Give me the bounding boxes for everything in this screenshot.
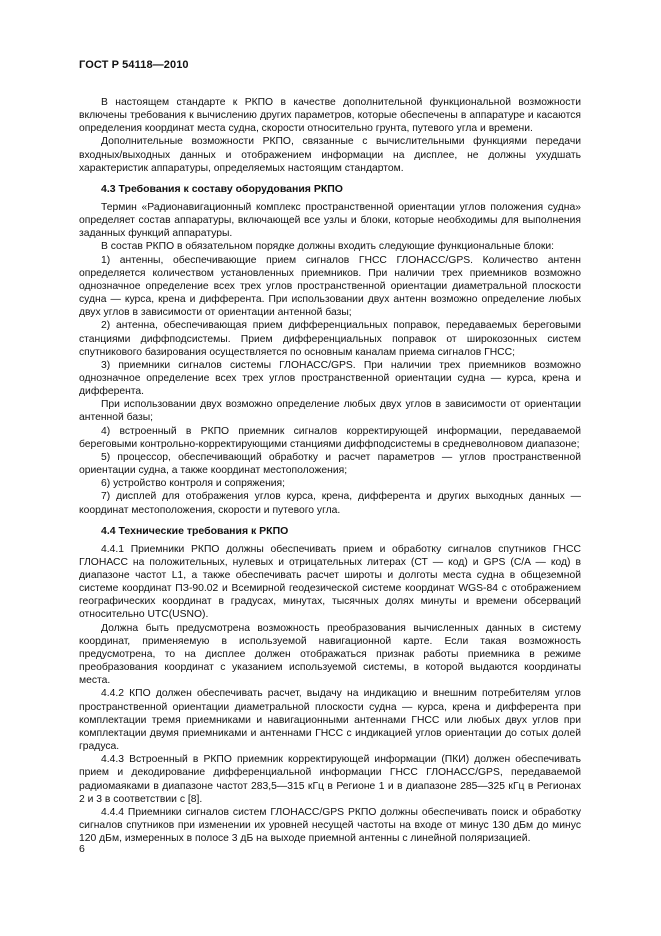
intro-paragraph: Дополнительные возможности РКПО, связанные с вычислительными функциями передачи входных/выходных данных и отображением информации на дисплее, не должны ухудшать характеристик аппаратуры, определяемых настоящим стандартом. xyxy=(79,136,581,174)
section-heading-4-3: 4.3 Требования к составу оборудования РКПО xyxy=(101,182,343,195)
document-body xyxy=(79,96,581,845)
paragraph: Должна быть предусмотрена возможность преобразования вычисленных данных в систему координат, применяемую в используемой навигационной карте. Если такая возможность предусмотрена, то на дисплее должен отображаться признак работы приемника в режиме преобразования координат с указанием используемой системы, в которой выдаются координаты места. xyxy=(79,622,581,687)
list-item: 6) устройство контроля и сопряжения; xyxy=(101,478,286,490)
paragraph: При использовании двух возможно определение любых двух углов в зависимости от ориентации антенной базы; xyxy=(79,399,581,424)
paragraph: 4.4.3 Встроенный в РКПО приемник корректирующей информации (ПКИ) должен обеспечивать прием и декодирование дифференциальной информации ГНСС ГЛОНАСС/GPS, передаваемой радиомаяками в диапазоне частот 283,5—315 кГц в Регионе 1 и в диапазоне 285—325 кГц в Регионах 2 и 3 в соответствии с [8]. xyxy=(79,754,581,805)
list-item: 2) антенна, обеспечивающая прием дифференциальных поправок, передаваемых береговыми станциями диффподсистемы. Прием дифференциальных поправок от широкозонных систем спутникового базирования осуществляется по основным каналам приема сигналов ГНСС; xyxy=(79,320,581,358)
section-heading-4-4: 4.4 Технические требования к РКПО xyxy=(101,524,289,537)
list-item: 1) антенны, обеспечивающие прием сигналов ГНСС ГЛОНАСС/GPS. Количество антенн определяется количеством установленных приемников. При наличии трех приемников возможно однозначное определение всех трех углов пространственной ориентации диаметральной плоскости судна — курса, крена и дифферента. При использовании двух антенн возможно определение любых двух углов в зависимости от ориентации антенной базы; xyxy=(79,254,581,319)
list-item: 7) дисплей для отображения углов курса, крена, дифферента и других выходных данных — координат местоположения, скорости и путевого угла. xyxy=(79,491,581,516)
paragraph: В состав РКПО в обязательном порядке должны входить следующие функциональные блоки: xyxy=(101,241,554,253)
list-item: 3) приемники сигналов системы ГЛОНАСС/GPS. При наличии трех приемников возможно однозначное определение всех трех углов пространственной ориентации судна — курса, крена и дифферента. xyxy=(79,359,581,398)
document-code-header: ГОСТ Р 54118—2010 xyxy=(79,59,189,71)
paragraph: 4.4.1 Приемники РКПО должны обеспечивать прием и обработку сигналов спутников ГНСС ГЛОНАСС на положительных, нулевых и отрицательных литерах (СТ — код) и GPS (C/A — код) в диапазоне частот L1, а также обеспечивать расчет широты и долготы места судна в общеземной системе координат ПЗ-90.02 и Всемирной геодезической системе координат WGS-84 с отображением географических координат в градусах, минутах, тысячных долях минуты и времени обсерваций относительно UTC(USNO). xyxy=(79,543,581,621)
page-number: 6 xyxy=(79,843,85,855)
paragraph: 4.4.2 КПО должен обеспечивать расчет, выдачу на индикацию и внешним потребителям углов пространственной ориентации диаметральной плоскости судна — курса, крена и дифферента при комплектации тремя приемниками и навигационными антеннами ГНСС или любых двух углов при комплектации двумя приемниками и антеннами ГНСС с индикацией углов ориентации до сотых долей градуса. xyxy=(79,688,581,753)
paragraph: Термин «Радионавигационный комплекс пространственной ориентации углов положения судна» определяет состав аппаратуры, включающей все узлы и блоки, которые необходимы для выполнения заданных функций аппаратуры. xyxy=(79,201,581,240)
list-item: 5) процессор, обеспечивающий обработку и расчет параметров — углов пространственной ориентации судна, а также координат местоположения; xyxy=(79,451,581,477)
list-item: 4) встроенный в РКПО приемник сигналов корректирующей информации, передаваемой береговыми контрольно-корректирующими станциями диффподсистемы в средневолновом диапазоне; xyxy=(79,425,581,450)
intro-paragraph: В настоящем стандарте к РКПО в качестве дополнительной функциональной возможности включены требования к вычислению других параметров, которые обеспечены в аппаратуре и касаются определения координат места судна, скорости относительно грунта, путевого угла и времени. xyxy=(79,97,581,135)
paragraph: 4.4.4 Приемники сигналов систем ГЛОНАСС/GPS РКПО должны обеспечивать поиск и обработку сигналов спутников при изменении их уровней несущей частоты на входе от минус 130 дБм до минус 120 дБм, измеренных в полосе 3 дБ на выходе приемной антенны с линейной поляризацией. xyxy=(79,806,581,845)
